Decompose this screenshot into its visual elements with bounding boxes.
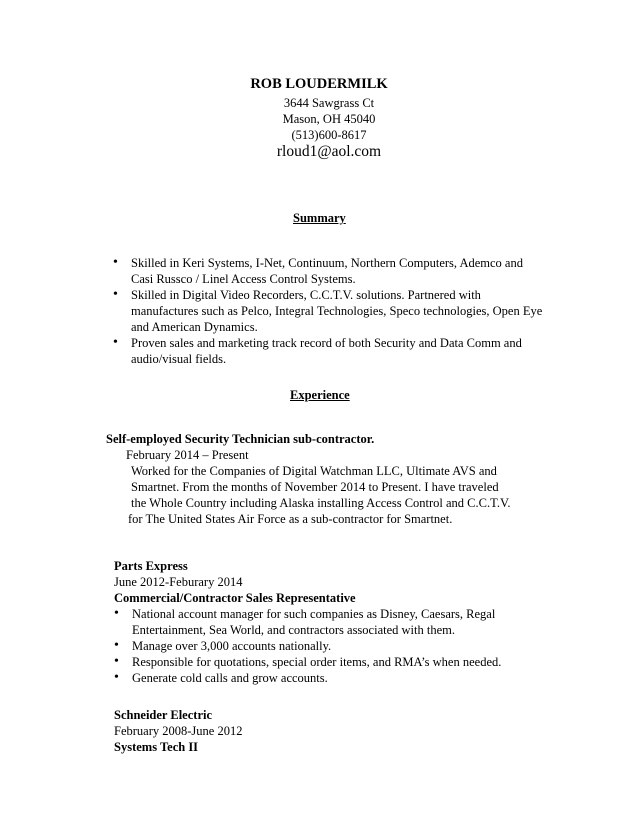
summary-bullet-line: and American Dynamics. (131, 320, 258, 334)
job3-dates: February 2008-June 2012 (114, 724, 243, 738)
job1-title: Self-employed Security Technician sub-contractor. (106, 432, 375, 446)
job2-bullet-line: Entertainment, Sea World, and contractors associated with them. (132, 623, 455, 637)
phone-number: (513)600-8617 (291, 128, 367, 142)
list-item (113, 255, 573, 287)
address-line-2: Mason, OH 45040 (282, 112, 376, 126)
list-item (114, 670, 544, 686)
list-item (113, 335, 573, 367)
list-item (114, 654, 544, 670)
experience-heading: Experience (290, 388, 350, 402)
summary-bullet-line: • Skilled in Keri Systems, I-Net, Continuum, Northern Computers, Ademco and (131, 256, 523, 270)
list-item (113, 287, 573, 335)
summary-bullet-line: • Proven sales and marketing track record of both Security and Data Comm and (131, 336, 522, 350)
job1-description-line: Smartnet. From the months of November 2014 to Present. I have traveled (131, 480, 499, 494)
job2-bullet-line: • National account manager for such companies as Disney, Caesars, Regal (132, 607, 496, 621)
job3-company: Schneider Electric (114, 708, 213, 722)
job1-description-line: for The United States Air Force as a sub-contractor for Smartnet. (128, 512, 453, 526)
job2-bullet-line: • Responsible for quotations, special order items, and RMA’s when needed. (132, 655, 502, 669)
summary-bullet-line: Casi Russco / Linel Access Control Systems. (131, 272, 356, 286)
job2-dates: June 2012-Feburary 2014 (114, 575, 243, 589)
job1-dates: February 2014 – Present (126, 448, 249, 462)
email-address: rloud1@aol.com (276, 143, 382, 160)
job2-bullet-line: • Generate cold calls and grow accounts. (132, 671, 328, 685)
job3-role: Systems Tech II (114, 740, 199, 754)
job1-description-line: the Whole Country including Alaska installing Access Control and C.C.T.V. (131, 496, 511, 510)
summary-bullet-line: audio/visual fields. (131, 352, 227, 366)
job2-company: Parts Express (114, 559, 188, 573)
job1-description-line: Worked for the Companies of Digital Watchman LLC, Ultimate AVS and (131, 464, 497, 478)
job2-bullet-line: • Manage over 3,000 accounts nationally. (132, 639, 332, 653)
summary-list (113, 255, 573, 367)
job2-role: Commercial/Contractor Sales Representative (114, 591, 356, 605)
list-item (114, 638, 544, 654)
resume-name: ROB LOUDERMILK (250, 76, 388, 92)
address-line-1: 3644 Sawgrass Ct (283, 96, 375, 110)
summary-heading: Summary (293, 211, 346, 225)
summary-bullet-line: manufactures such as Pelco, Integral Technologies, Speco technologies, Open Eye (131, 304, 543, 318)
summary-bullet-line: • Skilled in Digital Video Recorders, C.C.T.V. solutions. Partnered with (131, 288, 481, 302)
list-item (114, 606, 544, 638)
job2-responsibilities-list (114, 606, 544, 686)
